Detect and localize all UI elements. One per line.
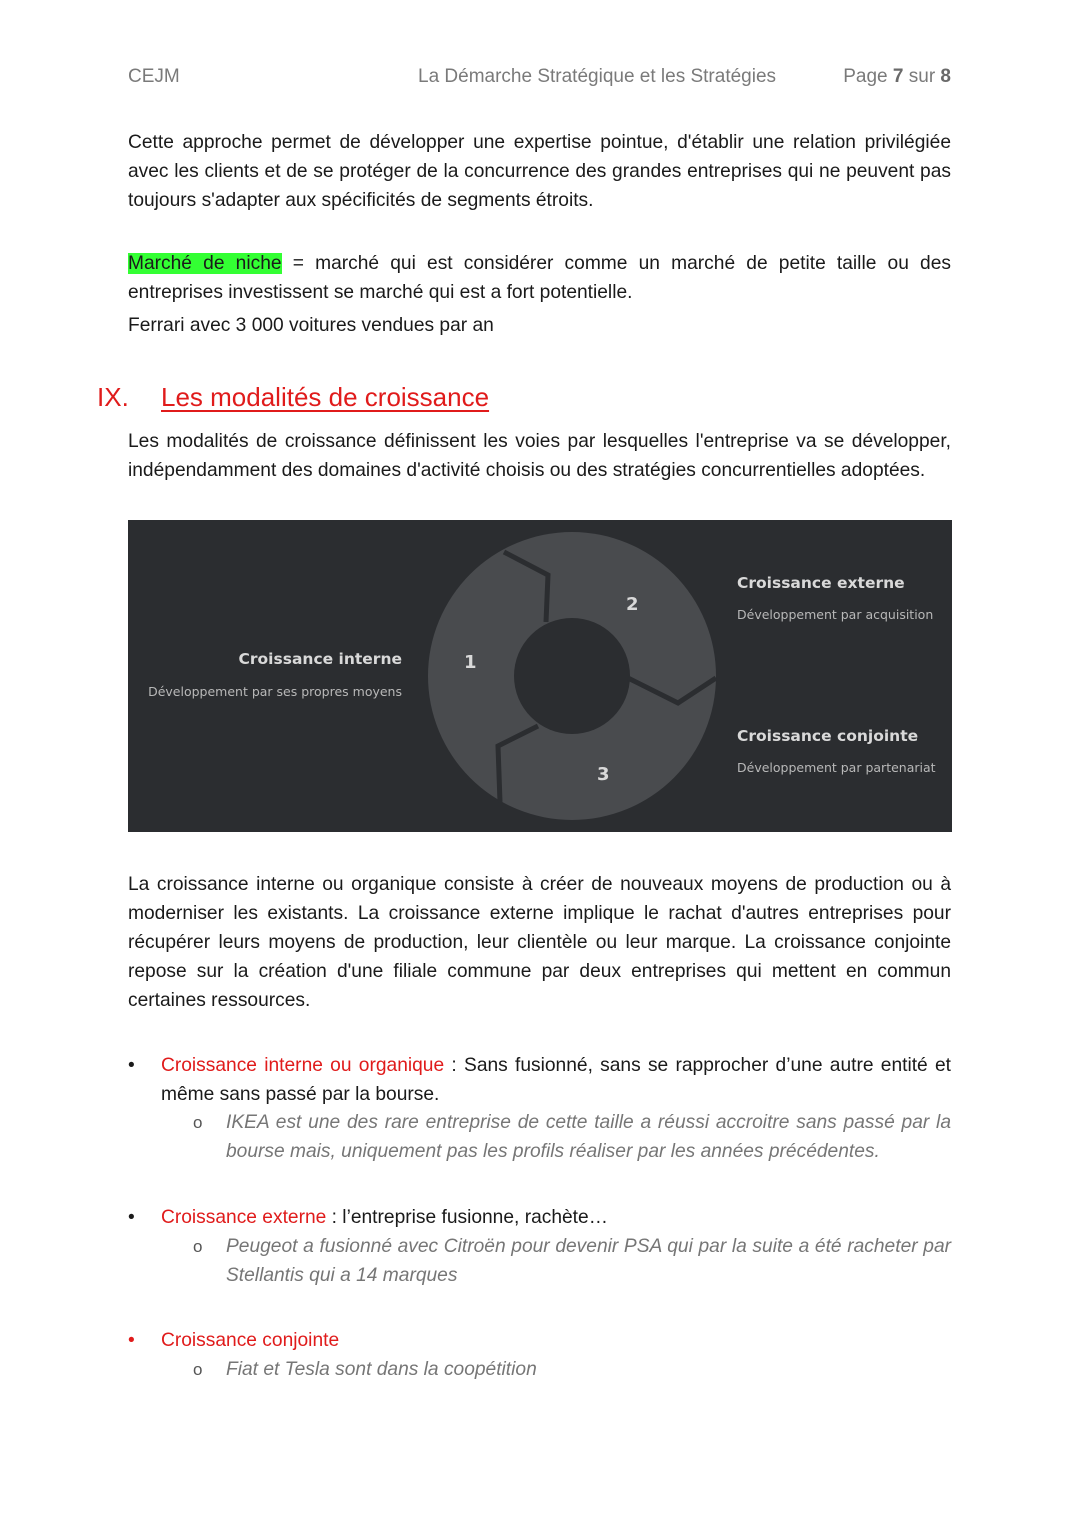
bullet-icon: • [128,1330,135,1351]
label-external-growth-subtitle: Développement par acquisition [737,607,934,622]
section-number: IX. [97,382,129,412]
sub-list-item-text: Fiat et Tesla sont dans la coopétition [226,1359,537,1380]
label-joint-growth-title: Croissance conjointe [737,727,919,745]
bullet-icon: • [128,1207,135,1228]
section-title: Les modalités de croissance [161,382,490,412]
segment-number-3: 3 [597,764,610,785]
growth-cycle-ring [128,520,952,832]
niche-term-highlight: Marché de niche [128,253,282,274]
segment-number-2: 2 [626,594,639,615]
list-item-text: Croissance externe : l’entreprise fusionne, rachète… [161,1207,608,1228]
label-joint-growth-subtitle: Développement par partenariat [737,760,936,775]
page-header [128,66,951,92]
paragraph-niche-definition: Marché de niche = marché qui est considérer comme un marché de petite taille ou des entreprises investissent se marché qui est a fort potentielle. [128,253,951,303]
growth-cycle-diagram [128,520,952,832]
label-internal-growth-subtitle: Développement par ses propres moyens [148,684,402,699]
label-internal-growth-title: Croissance interne [238,650,402,668]
bullet-icon: • [128,1055,135,1076]
segment-number-1: 1 [464,652,477,673]
header-course: CEJM [128,66,180,87]
paragraph-approach: Cette approche permet de développer une expertise pointue, d'établir une relation privilégiée avec les clients et de se protéger de la concurrence des grandes entreprises qui ne peuvent pas toujours s'adapter aux spécificités de segments étroits. [128,132,951,211]
sub-bullet-icon: o [193,1113,203,1132]
list-item-text: Croissance interne ou organique : Sans fusionné, sans se rapprocher d’une autre entité et même sans passé par la bourse. [161,1055,951,1105]
sub-bullet-icon: o [193,1237,203,1256]
paragraph-section-intro: Les modalités de croissance définissent les voies par lesquelles l'entreprise va se développer, indépendamment des domaines d'activité choisis ou des stratégies concurrentielles adoptées. [128,431,951,481]
ring-hole [514,618,630,734]
section-heading [97,382,489,413]
list-item-term: Croissance interne ou organique [161,1055,445,1076]
sub-bullet-icon: o [193,1360,203,1379]
sub-list-item-text: IKEA est une des rare entreprise de cette taille a réussi accroitre sans passé par la bourse mais, uniquement pas les profils réaliser par les années précédentes. [226,1112,951,1162]
label-external-growth-title: Croissance externe [737,574,905,592]
header-title: La Démarche Stratégique et les Stratégies [418,66,777,87]
paragraph-niche-example: Ferrari avec 3 000 voitures vendues par an [128,315,494,336]
paragraph-growth-explanation: La croissance interne ou organique consiste à créer de nouveaux moyens de production ou à moderniser les existants. La croissance externe implique le rachat d'autres entreprises pour récupérer leurs moyens de production, leur clientèle ou leur marque. La croissance conjointe repose sur la création d'une filiale commune par deux entreprises qui mettent en commun certaines ressources. [128,874,951,1011]
sub-list-item-text: Peugeot a fusionné avec Citroën pour devenir PSA qui par la suite a été racheter par Stellantis qui a 14 marques [226,1236,951,1286]
list-item-text [161,1326,951,1355]
list-item-term: Croissance conjointe [161,1330,340,1351]
header-page-number: Page 7 sur 8 [843,66,951,87]
list-item-term: Croissance externe [161,1207,327,1228]
